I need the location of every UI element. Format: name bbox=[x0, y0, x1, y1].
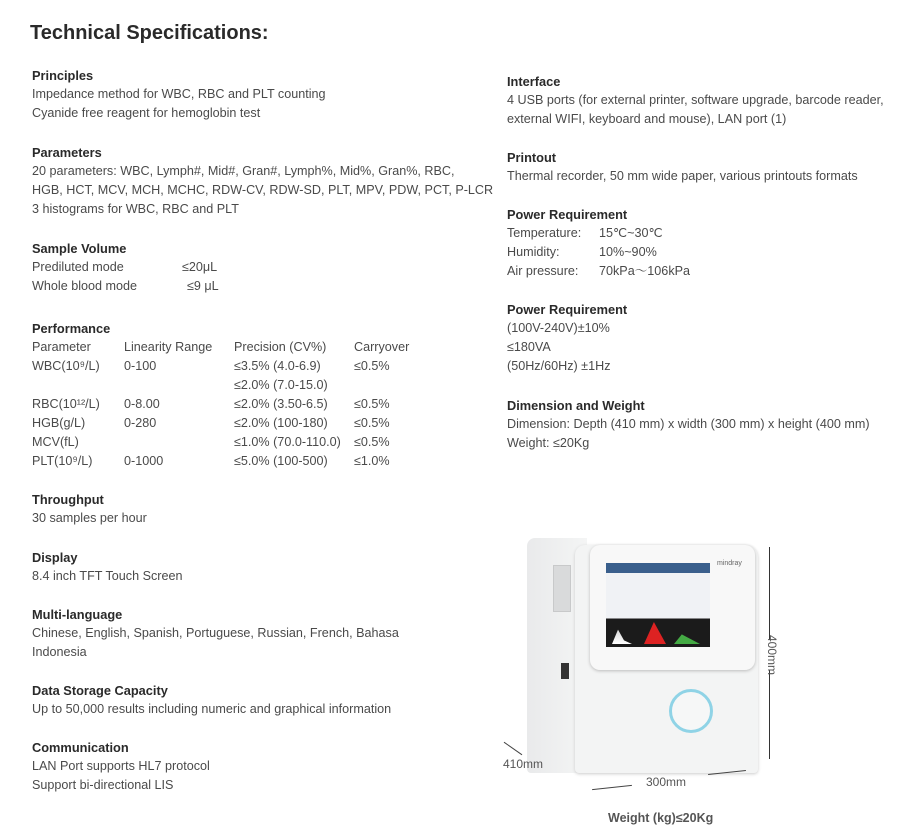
touch-screen bbox=[606, 563, 710, 647]
cell: ≤0.5% bbox=[354, 435, 390, 449]
page-title: Technical Specifications: bbox=[30, 22, 269, 44]
text: Weight: ≤20Kg bbox=[507, 436, 590, 450]
section-sample-volume bbox=[32, 239, 219, 296]
heading: Dimension and Weight bbox=[507, 398, 645, 413]
text: 30 samples per hour bbox=[32, 511, 147, 525]
text: Indonesia bbox=[32, 645, 87, 659]
section-printout bbox=[507, 148, 858, 186]
cell: ≤2.0% (7.0-15.0) bbox=[234, 378, 328, 392]
cell bbox=[124, 376, 234, 395]
heading: Display bbox=[32, 550, 78, 565]
section-environment bbox=[507, 205, 690, 281]
text: (50Hz/60Hz) ±1Hz bbox=[507, 359, 611, 373]
cell: WBC(10⁹/L) bbox=[32, 359, 100, 373]
section-throughput bbox=[32, 490, 147, 528]
heading: Printout bbox=[507, 150, 557, 165]
text: 8.4 inch TFT Touch Screen bbox=[32, 569, 183, 583]
text: Chinese, English, Spanish, Portuguese, Russian, French, Bahasa bbox=[32, 626, 399, 640]
heading: Power Requirement bbox=[507, 302, 628, 317]
section-storage bbox=[32, 681, 391, 719]
rbc-histogram bbox=[644, 622, 666, 644]
cell: PLT(10⁹/L) bbox=[32, 454, 93, 468]
value: 10%~90% bbox=[599, 245, 657, 259]
cell: MCV(fL) bbox=[32, 435, 79, 449]
cell bbox=[32, 376, 124, 395]
text: Dimension: Depth (410 mm) x width (300 mm) x height (400 mm) bbox=[507, 417, 870, 431]
value: ≤9 μL bbox=[187, 279, 219, 293]
heading: Interface bbox=[507, 74, 561, 89]
cell: ≤0.5% bbox=[354, 416, 390, 430]
text: external WIFI, keyboard and mouse), LAN port (1) bbox=[507, 112, 787, 126]
brand-logo: mindray bbox=[717, 560, 742, 567]
value: 15℃~30℃ bbox=[599, 226, 663, 240]
usb-port bbox=[561, 663, 569, 679]
value: ≤20μL bbox=[182, 260, 218, 274]
section-multi-language bbox=[32, 605, 399, 662]
cell: ≤2.0% (100-180) bbox=[234, 416, 328, 430]
heading: Power Requirement bbox=[507, 207, 628, 222]
text: Up to 50,000 results including numeric and graphical information bbox=[32, 702, 392, 716]
cell bbox=[354, 376, 409, 395]
col: Carryover bbox=[354, 340, 410, 354]
col: Precision (CV%) bbox=[234, 340, 327, 354]
performance-table bbox=[32, 338, 409, 471]
printer-slot bbox=[553, 565, 571, 612]
heading: Principles bbox=[32, 68, 94, 83]
heading: Sample Volume bbox=[32, 241, 127, 256]
section-communication bbox=[32, 738, 210, 795]
text: ≤180VA bbox=[507, 340, 551, 354]
section-principles bbox=[32, 66, 326, 123]
weight-caption: Weight (kg)≤20Kg bbox=[608, 811, 714, 825]
width-line bbox=[592, 785, 632, 790]
depth-line bbox=[504, 742, 523, 755]
section-performance bbox=[32, 319, 409, 471]
cell: HGB(g/L) bbox=[32, 416, 86, 430]
heading: Data Storage Capacity bbox=[32, 683, 168, 698]
cell: ≤1.0% (70.0-110.0) bbox=[234, 435, 341, 449]
heading: Throughput bbox=[32, 492, 104, 507]
heading: Parameters bbox=[32, 145, 102, 160]
text: HGB, HCT, MCV, MCH, MCHC, RDW-CV, RDW-SD, PLT, MPV, PDW, PCT, P-LCR bbox=[32, 183, 494, 197]
section-dimension bbox=[507, 396, 870, 453]
heading: Communication bbox=[32, 740, 129, 755]
heading: Multi-language bbox=[32, 607, 123, 622]
text: (100V-240V)±10% bbox=[507, 321, 610, 335]
table-header bbox=[32, 338, 409, 357]
cell: RBC(10¹²/L) bbox=[32, 397, 100, 411]
cell: ≤3.5% (4.0-6.9) bbox=[234, 359, 321, 373]
text: Support bi-directional LIS bbox=[32, 778, 174, 792]
table-row bbox=[32, 376, 409, 395]
col: Parameter bbox=[32, 340, 91, 354]
text: LAN Port supports HL7 protocol bbox=[32, 759, 210, 773]
label: Humidity: bbox=[507, 245, 560, 259]
label: Air pressure: bbox=[507, 264, 579, 278]
col: Linearity Range bbox=[124, 340, 213, 354]
table-row bbox=[32, 357, 409, 376]
cell bbox=[124, 433, 234, 452]
depth-label: 410mm bbox=[503, 757, 544, 771]
section-display bbox=[32, 548, 183, 586]
cell: 0-100 bbox=[124, 359, 157, 373]
text: 3 histograms for WBC, RBC and PLT bbox=[32, 202, 239, 216]
aspiration-button bbox=[669, 689, 713, 733]
cell: 0-1000 bbox=[124, 454, 164, 468]
table-row bbox=[32, 452, 409, 471]
plt-histogram bbox=[674, 632, 700, 644]
heading: Performance bbox=[32, 321, 111, 336]
label: Temperature: bbox=[507, 226, 582, 240]
width-label: 300mm bbox=[646, 775, 687, 789]
section-interface bbox=[507, 72, 884, 129]
cell: ≤0.5% bbox=[354, 359, 390, 373]
text: Cyanide free reagent for hemoglobin test bbox=[32, 106, 261, 120]
cell: 0-280 bbox=[124, 416, 157, 430]
height-label: 400mm bbox=[765, 634, 780, 676]
text: Thermal recorder, 50 mm wide paper, various printouts formats bbox=[507, 169, 858, 183]
cell: ≤5.0% (100-500) bbox=[234, 454, 328, 468]
cell: ≤0.5% bbox=[354, 397, 390, 411]
table-row bbox=[32, 433, 409, 452]
section-power bbox=[507, 300, 627, 376]
value: 70kPa～106kPa bbox=[599, 264, 691, 278]
table-row bbox=[32, 395, 409, 414]
wbc-histogram bbox=[612, 626, 632, 644]
text: 20 parameters: WBC, Lymph#, Mid#, Gran#, Lymph%, Mid%, Gran%, RBC, bbox=[32, 164, 455, 178]
section-parameters bbox=[32, 143, 493, 219]
text: 4 USB ports (for external printer, software upgrade, barcode reader, bbox=[507, 93, 884, 107]
table-row bbox=[32, 414, 409, 433]
cell: ≤1.0% bbox=[354, 454, 390, 468]
text: Impedance method for WBC, RBC and PLT counting bbox=[32, 87, 326, 101]
cell: 0-8.00 bbox=[124, 397, 160, 411]
label: Prediluted mode bbox=[32, 260, 124, 274]
cell: ≤2.0% (3.50-6.5) bbox=[234, 397, 328, 411]
label: Whole blood mode bbox=[32, 279, 138, 293]
